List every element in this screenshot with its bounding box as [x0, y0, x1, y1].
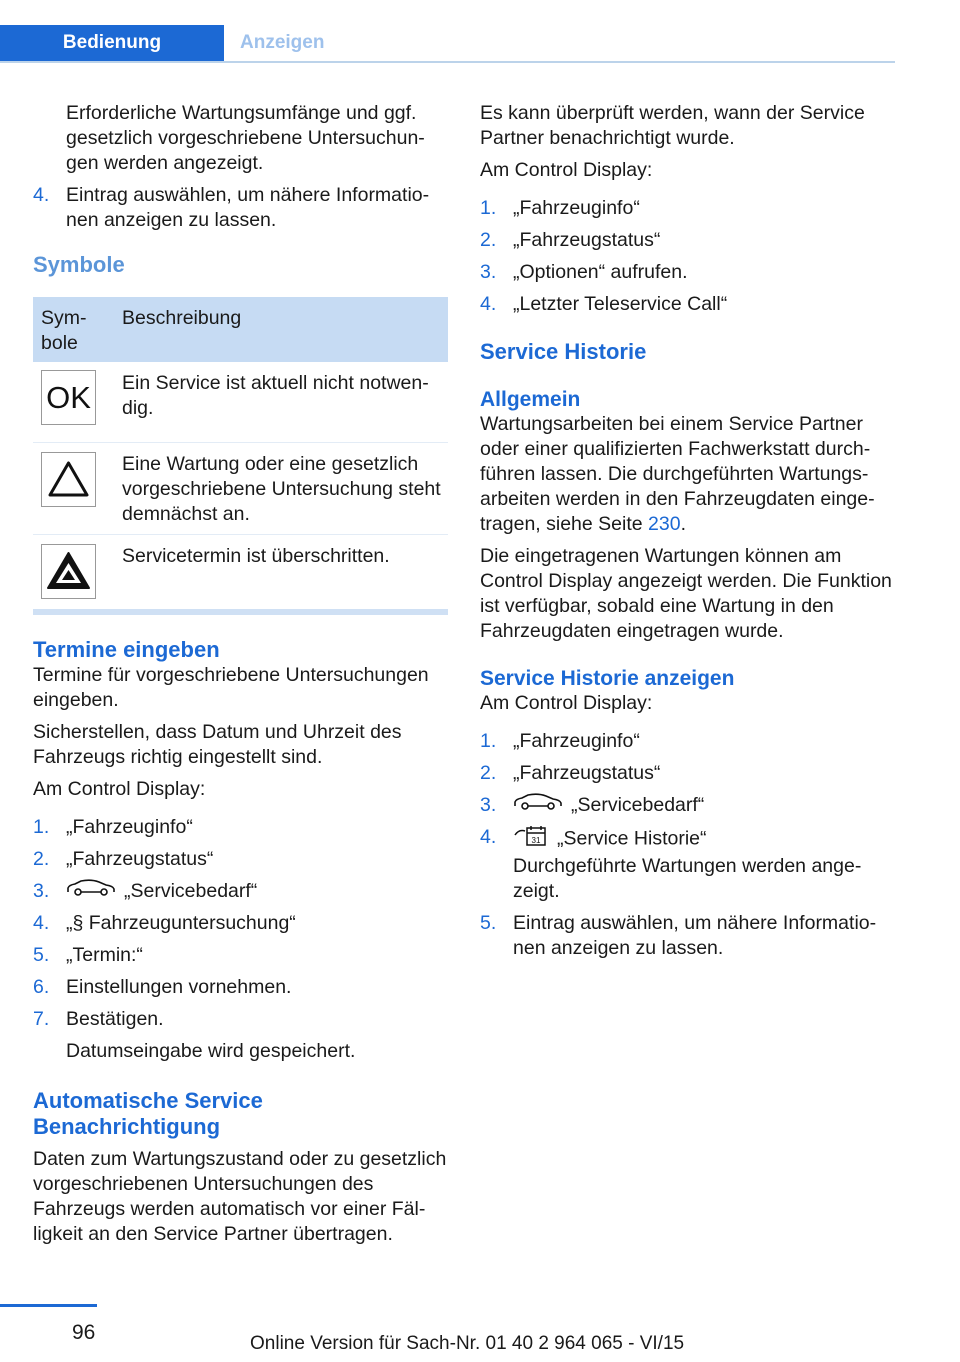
termine-step-list — [33, 815, 448, 1032]
right-paragraph-1: Es kann überprüft werden, wann der Service Partner benachrichtigt wurde. — [480, 102, 865, 149]
list-item — [33, 183, 448, 233]
list-item — [480, 793, 895, 818]
symbol-table — [33, 297, 448, 615]
allgemein-heading: Allgemein — [480, 388, 581, 411]
table-row — [33, 443, 448, 535]
step-text: Eintrag auswählen, um nähere Informationen anzeigen zu lassen. — [513, 912, 877, 960]
termine-paragraph-3: Am Control Display: — [33, 778, 206, 800]
left-column — [33, 101, 448, 1254]
step-number: 1. — [33, 816, 50, 838]
table-row — [33, 535, 448, 609]
intro-text: Erforderliche Wartungsumfänge und ggf. gesetzlich vorgeschriebene Untersuchungen werden angezeigt. — [66, 102, 425, 174]
row-description: Ein Service ist aktuell nicht notwendig. — [122, 372, 429, 419]
step-text: „Fahrzeugstatus“ — [513, 762, 661, 784]
step-text: „Letzter Teleservice Call“ — [513, 293, 728, 315]
termine-after-text: Datumseingabe wird gespeichert. — [66, 1040, 356, 1063]
right-column — [480, 101, 895, 968]
list-item — [480, 260, 895, 285]
historie-heading: Service Historie — [480, 339, 647, 364]
step-number: 6. — [33, 976, 50, 999]
page-link[interactable]: 230 — [648, 513, 681, 535]
online-version: Online Version für Sach-Nr. 01 40 2 964 065 - VI/15 — [250, 1333, 685, 1354]
termine-paragraph-2: Sicherstellen, dass Datum und Uhrzeit des Fahrzeugs richtig eingestellt sind. — [33, 721, 402, 768]
svg-text:31: 31 — [531, 836, 541, 846]
allgemein-text-end: . — [680, 513, 686, 535]
step-text: „Fahrzeuginfo“ — [513, 197, 640, 219]
step-text: „Servicebedarf“ — [124, 880, 258, 902]
step-text: Eintrag auswählen, um nähere Informationen anzeigen zu lassen. — [66, 184, 430, 231]
table-row — [33, 362, 448, 443]
step-text: „Servicebedarf“ — [571, 794, 705, 816]
step-number: 5. — [33, 944, 50, 967]
step-text: Einstellungen vornehmen. — [66, 976, 292, 999]
row-description: Eine Wartung oder eine gesetzlich vorgeschriebene Untersuchung steht demnächst an. — [122, 453, 441, 525]
allgemein-text: Wartungsarbeiten bei einem Service Partner oder einer qualifizierten Fachwerkstatt durchführen lassen. Die durchgeführten Wartungsarbeiten werden in den Fahrzeugdaten eingetragen, siehe Seite — [480, 413, 875, 535]
column-header-description: Beschreibung — [122, 307, 242, 329]
list-item — [480, 196, 895, 221]
step-text: „§ Fahrzeuguntersuchung“ — [66, 912, 296, 935]
step-text: „Fahrzeuginfo“ — [66, 816, 193, 838]
warning-triangle-filled-icon — [41, 544, 96, 599]
warning-triangle-outline-icon — [41, 452, 96, 507]
list-item — [33, 815, 448, 840]
historie-step-list — [480, 729, 895, 961]
footer-divider — [0, 1304, 97, 1307]
list-item — [33, 975, 448, 1000]
anzeigen-heading: Service Historie anzeigen — [480, 667, 735, 690]
step-number: 3. — [480, 794, 497, 816]
symbole-heading: Symbole — [33, 252, 125, 277]
termine-paragraph-1: Termine für vorgeschriebene Untersuchungen eingeben. — [33, 664, 429, 711]
car-service-icon — [513, 793, 563, 818]
right-paragraph-2: Am Control Display: — [480, 159, 653, 181]
step-number: 4. — [33, 912, 50, 935]
anzeigen-paragraph-1: Am Control Display: — [480, 692, 653, 714]
list-item — [480, 761, 895, 786]
allgemein-paragraph-1 — [480, 412, 895, 537]
list-item — [33, 943, 448, 968]
auto-heading: Automatische Service Benachrichtigung — [33, 1088, 263, 1140]
termine-heading: Termine eingeben — [33, 637, 220, 662]
car-service-icon — [66, 879, 116, 904]
page-number: 96 — [72, 1321, 96, 1344]
step-text: Bestätigen. — [66, 1008, 164, 1031]
list-item — [33, 879, 448, 904]
allgemein-paragraph-2: Die eingetragenen Wartungen können am Control Display angezeigt werden. Die Funktion ist verfügbar, sobald eine Wartung in den Fahrzeugdaten eingetragen wurde. — [480, 545, 892, 642]
list-item — [480, 228, 895, 253]
step-number: 2. — [480, 229, 497, 251]
step-after-text: Durchgeführte Wartungen werden angezeigt. — [513, 855, 862, 903]
step-number: 4. — [480, 293, 497, 315]
list-item — [480, 292, 895, 317]
step-number: 1. — [480, 730, 497, 752]
ok-icon — [41, 370, 96, 425]
svg-text:OK: OK — [46, 380, 91, 415]
step-number: 3. — [480, 261, 497, 283]
list-item — [33, 911, 448, 936]
list-item — [33, 1007, 448, 1032]
list-item — [33, 847, 448, 872]
table-header — [33, 297, 448, 362]
header-tabs — [0, 25, 895, 63]
row-description: Servicetermin ist überschritten. — [122, 545, 390, 567]
step-number: 1. — [480, 197, 497, 219]
step-number: 4. — [480, 826, 497, 849]
tab-bedienung[interactable]: Bedienung — [0, 25, 224, 61]
step-list-intro — [33, 183, 448, 233]
step-text: „Optionen“ aufrufen. — [513, 261, 688, 283]
list-item — [480, 729, 895, 754]
list-item — [480, 825, 895, 904]
step-number: 7. — [33, 1008, 50, 1031]
step-text: „Termin:“ — [66, 944, 143, 967]
auto-paragraph: Daten zum Wartungszustand oder zu gesetzlich vorgeschriebenen Untersuchungen des Fahrzeugs werden automatisch vor einer Fälligkeit an den Service Partner übertragen. — [33, 1148, 447, 1246]
step-text: „Fahrzeugstatus“ — [513, 229, 661, 251]
service-history-icon — [513, 825, 549, 854]
step-text: „Fahrzeugstatus“ — [66, 848, 214, 870]
teleservice-step-list — [480, 196, 895, 317]
list-item — [480, 911, 895, 961]
step-number: 4. — [33, 184, 50, 206]
column-header-symbols: Sym- bole — [41, 307, 87, 354]
step-text: „Service Historie“ — [557, 828, 707, 850]
step-number: 5. — [480, 912, 497, 935]
step-number: 3. — [33, 880, 50, 902]
step-text: „Fahrzeuginfo“ — [513, 730, 640, 752]
tab-anzeigen[interactable]: Anzeigen — [240, 32, 325, 53]
step-number: 2. — [33, 848, 50, 870]
step-number: 2. — [480, 762, 497, 784]
